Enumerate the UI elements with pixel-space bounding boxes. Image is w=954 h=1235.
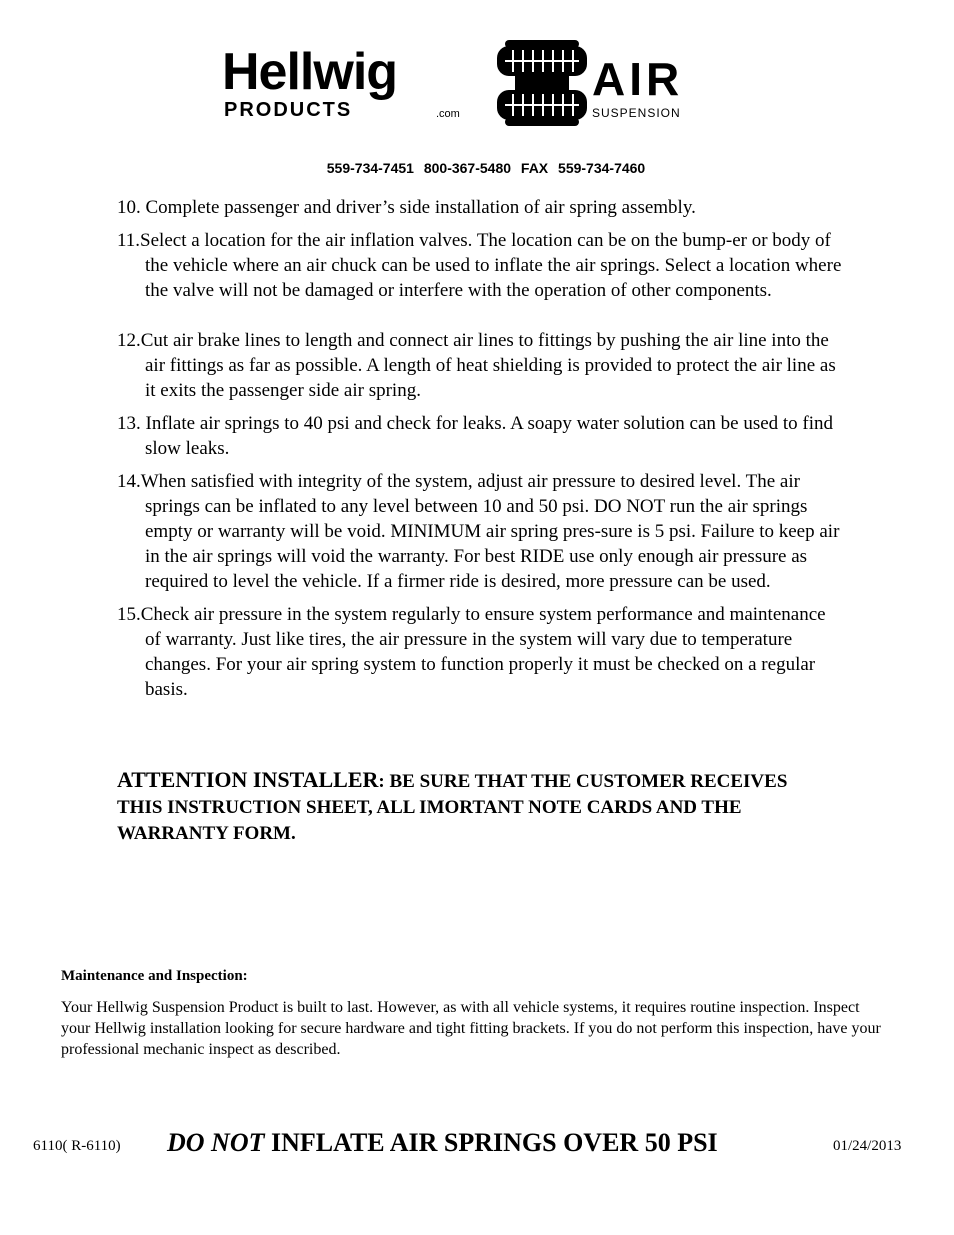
warning-emphasis: DO NOT [167, 1128, 265, 1157]
step-14: 14.When satisfied with integrity of the system, adjust air pressure to desired level. The air springs can be inflated to any level between 10 and 50 psi. DO NOT run the air springs empty or warranty will be void. MINIMUM air spring pres-sure is 5 psi. Failure to keep air in the air springs will void the warranty. For best RIDE use only enough air pressure as required to level the vehicle. If a firmer ride is desired, more pressure can be used. [117, 471, 840, 592]
logo-com: .com [436, 108, 460, 120]
step-15: 15.Check air pressure in the system regularly to ensure system performance and maintenance of warranty. Just like tires, the air pressure in the system will vary due to temperature changes. For your air spring system to function properly it must be checked on a regular basis. [117, 604, 826, 700]
logo-air: AIR [592, 53, 684, 105]
step-13: 13. Inflate air springs to 40 psi and check for leaks. A soapy water solution can be used to find slow leaks. [117, 413, 834, 459]
part-number: 6110( R-6110) [33, 1138, 121, 1154]
hellwig-logo [220, 40, 740, 126]
maintenance-title: Maintenance and Inspection: [61, 968, 248, 984]
logo-word: Hellwig [222, 43, 398, 101]
inflation-warning [167, 1127, 718, 1159]
step-10: 10. Complete passenger and driver’s side installation of air spring assembly. [117, 197, 696, 218]
step-11: 11.Select a location for the air inflation valves. The location can be on the bump-er or body of the vehicle where an air chuck can be used to inflate the air springs. Select a location where the valve will not be damaged or interfere with the operation of other components. [117, 230, 842, 301]
attention-text: : BE SURE THAT THE CUSTOMER RECEIVES THIS INSTRUCTION SHEET, ALL IMORTANT NOTE CARDS AND THE WARRANTY FORM. [117, 771, 788, 844]
maintenance-body: Your Hellwig Suspension Product is built to last. However, as with all vehicle systems, it requires routine inspection. Inspect your Hellwig installation looking for secure hardware and tight fitting brackets. If you do not perform this inspection, have your professional mechanic inspect as described. [61, 999, 881, 1058]
attention-installer-notice [117, 767, 817, 847]
logo-products: PRODUCTS [224, 99, 353, 121]
attention-lead: ATTENTION INSTALLER [117, 767, 379, 792]
instruction-steps [117, 195, 842, 710]
document-date: 01/24/2013 [833, 1138, 902, 1154]
logo-suspension: SUSPENSION [592, 106, 681, 120]
air-spring-icon [495, 40, 589, 126]
warning-text: INFLATE AIR SPRINGS OVER 50 PSI [264, 1128, 718, 1157]
step-12: 12.Cut air brake lines to length and connect air lines to fittings by pushing the air line into the air fittings as far as possible. A length of heat shielding is provided to protect the air line as it exits the passenger side air spring. [117, 330, 836, 401]
phone-numbers: 559-734-7451 800-367-5480 FAX 559-734-7460 [326, 160, 646, 176]
